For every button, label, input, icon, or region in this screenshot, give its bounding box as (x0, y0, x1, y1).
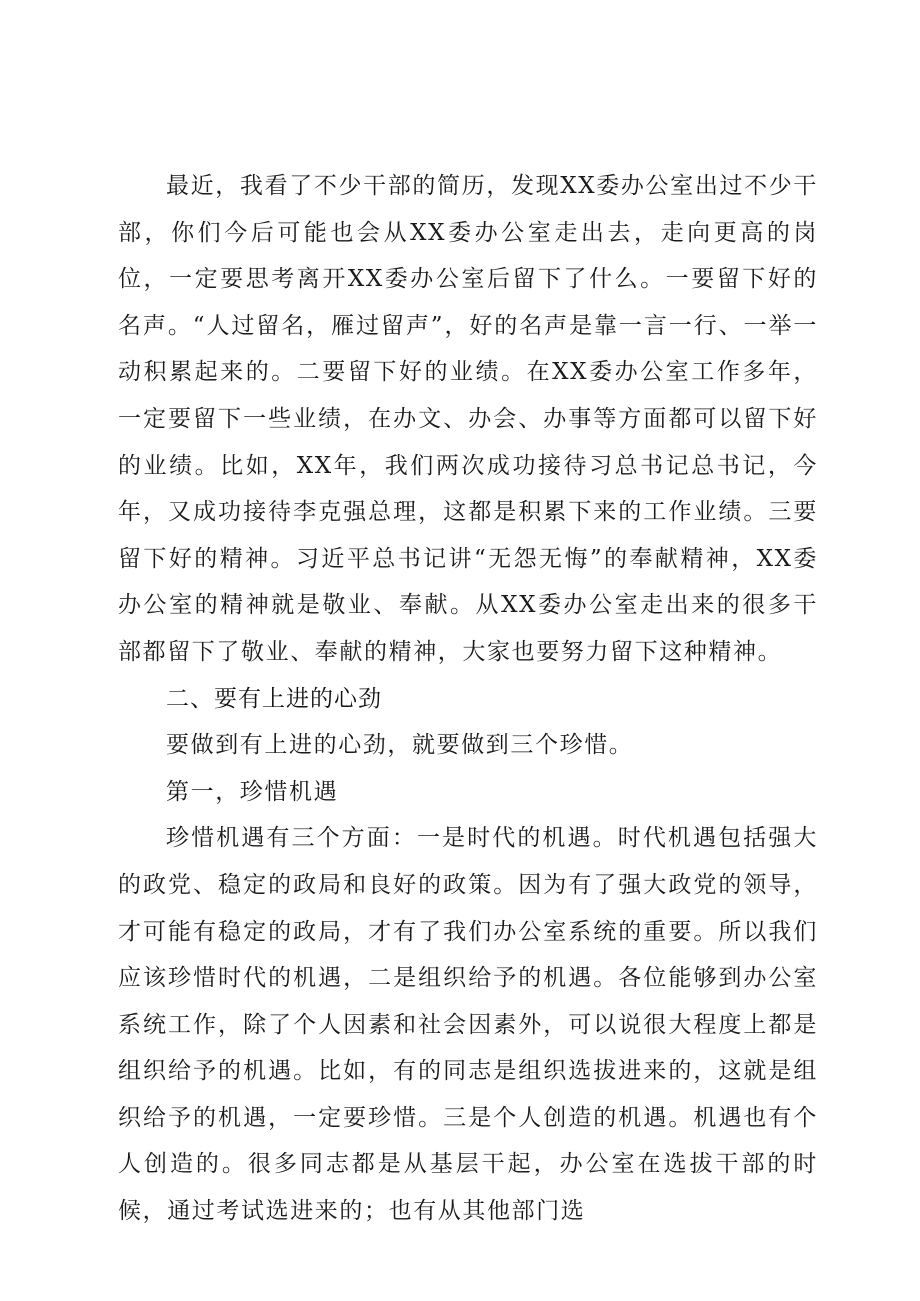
subheading-cherish-opportunity: 第一，珍惜机遇 (166, 778, 339, 805)
body-paragraph-1: 最近，我看了不少干部的简历，发现XX委办公室出过不少干部，你们今后可能也会从XX委办公室走出去，走向更高的岗位，一定要思考离开XX委办公室后留下了什么。一要留下好的名声。“人过留名，雁过留声”，好的名声是靠一言一行、一举一动积累起来的。二要留下好的业绩。在XX委办公室工作多年，一定要留下一些业绩，在办文、办会、办事等方面都可以留下好的业绩。比如，XX年，我们两次成功接待习总书记总书记，今年，又成功接待李克强总理，这都是积累下来的工作业绩。三要留下好的精神。习近平总书记讲“无怨无悔”的奉献精神，XX委办公室的精神就是敬业、奉献。从XX委办公室走出来的很多干部都留下了敬业、奉献的精神，大家也要努力留下这种精神。 (118, 173, 818, 665)
body-paragraph-3: 珍惜机遇有三个方面：一是时代的机遇。时代机遇包括强大的政党、稳定的政局和良好的政策。因为有了强大政党的领导，才可能有稳定的政局，才有了我们办公室系统的重要。所以我们应该珍惜时代的机遇，二是组织给予的机遇。各位能够到办公室系统工作，除了个人因素和社会因素外，可以说很大程度上都是组织给予的机遇。比如，有的同志是组织选拔进来的，这就是组织给予的机遇，一定要珍惜。三是个人创造的机遇。机遇也有个人创造的。很多同志都是从基层干起，办公室在选拔干部的时候，通过考试选进来的；也有从其他部门选 (118, 825, 818, 1225)
document-page (118, 163, 818, 1235)
section-heading-2: 二、要有上进的心劲 (166, 685, 382, 712)
body-paragraph-2: 要做到有上进的心劲，就要做到三个珍惜。 (166, 732, 634, 759)
